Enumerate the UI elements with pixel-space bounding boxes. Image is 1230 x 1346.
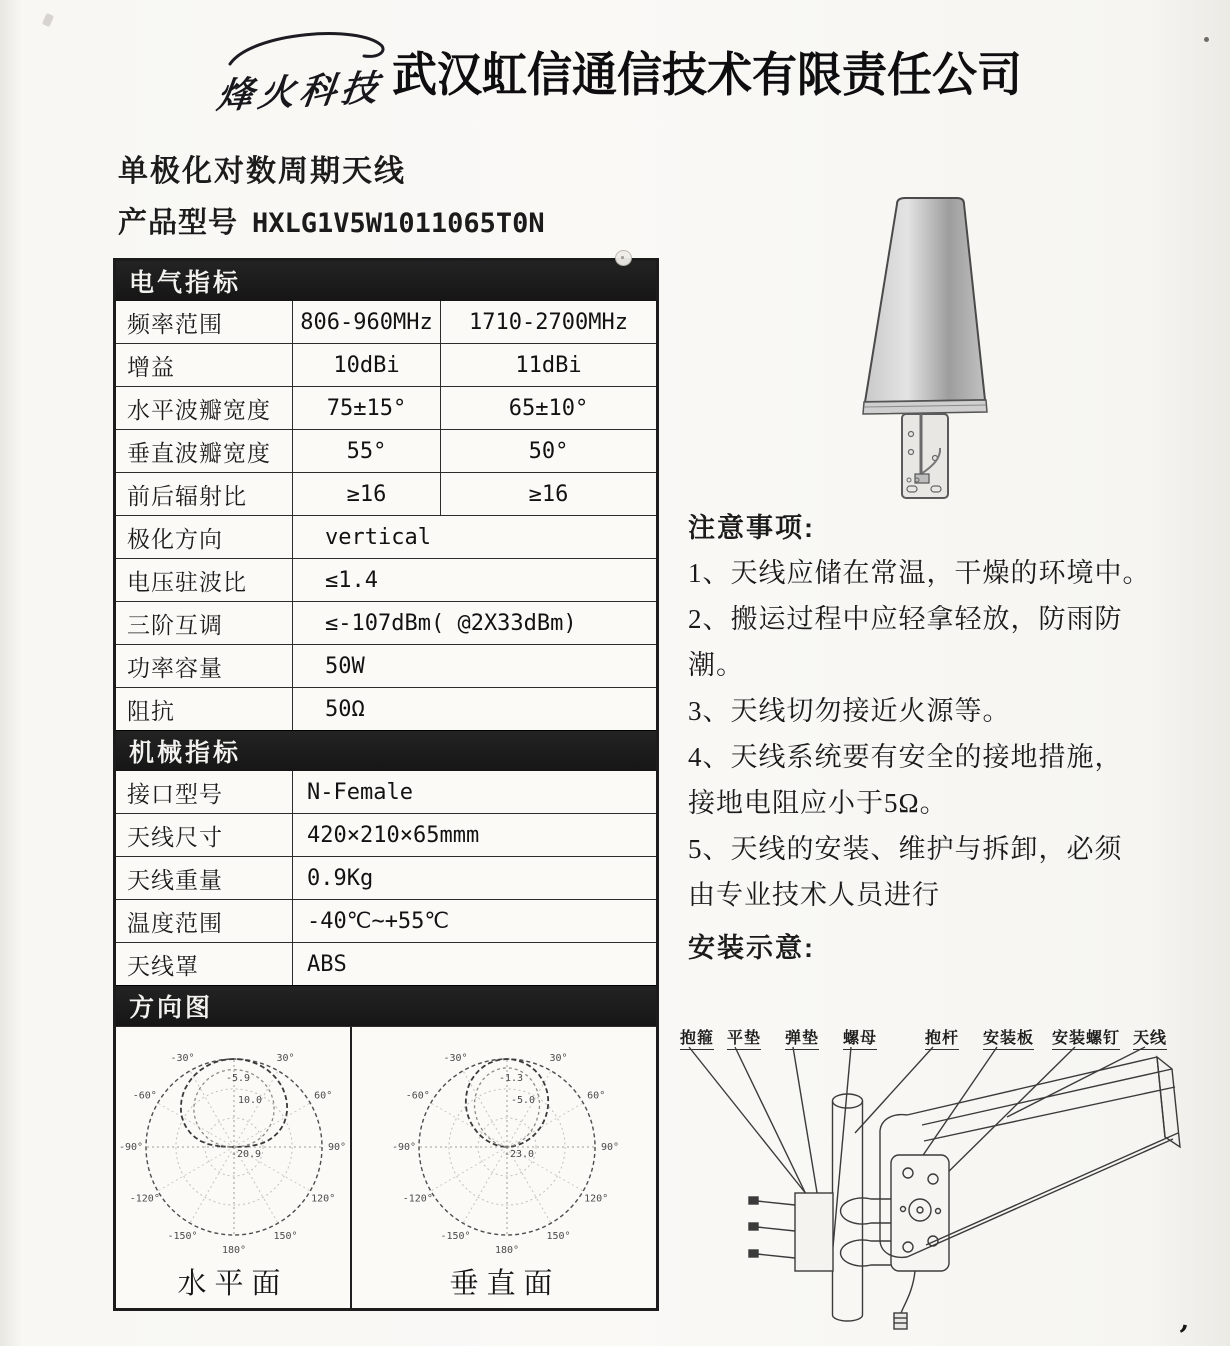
install-part-label: 抱箍 [680, 1025, 714, 1050]
spec-label: 天线罩 [116, 943, 293, 985]
electrical-rows [116, 301, 656, 730]
polar-spoke [507, 1103, 583, 1147]
notes-block [688, 506, 1230, 965]
angle-tick-label: -90° [391, 1142, 417, 1153]
angle-tick-label: 180° [494, 1245, 520, 1256]
scale-label: -5.0 [510, 1095, 536, 1106]
note-line: 2、搬运过程中应轻拿轻放，防雨防 [688, 604, 1123, 634]
spec-value: 0.9Kg [307, 865, 374, 891]
installation-drawing [675, 1015, 1230, 1346]
spec-row [116, 687, 656, 730]
notes-title: 注意事项: [688, 513, 815, 543]
install-part-label: 螺母 [843, 1025, 877, 1050]
angle-tick-label: 120° [584, 1193, 609, 1205]
angle-tick-label: -60° [405, 1090, 430, 1102]
scale-label: -5.9 [225, 1073, 251, 1084]
spec-value: 55° [293, 430, 441, 472]
install-part-label: 安装板 [983, 1025, 1034, 1050]
spec-value: 50° [528, 438, 569, 464]
angle-tick-label: 90° [600, 1142, 620, 1153]
note-line: 5、天线的安装、维护与拆卸，必须 [688, 834, 1123, 864]
spec-value: ≤1.4 [325, 567, 378, 593]
angle-tick-label: -30° [170, 1052, 195, 1064]
spec-row [116, 301, 656, 343]
spec-label: 频率范围 [116, 301, 293, 343]
note-line: 接地电阻应小于5Ω。 [688, 788, 948, 818]
spec-row [116, 558, 656, 601]
horizontal-pattern-cell [116, 1027, 352, 1308]
pattern-area [116, 1026, 656, 1308]
install-part-label: 安装螺钉 [1052, 1025, 1120, 1050]
angle-tick-label: 90° [327, 1142, 347, 1153]
angle-tick-label: -150° [167, 1231, 198, 1243]
company-name: 武汉虹信通信技术有限责任公司 [392, 47, 1023, 102]
spec-value: ≥16 [528, 481, 569, 507]
horizontal-pattern-caption: 水平面 [177, 1268, 289, 1300]
spec-row [116, 429, 656, 472]
spec-label: 水平波瓣宽度 [116, 387, 293, 429]
spec-row [116, 515, 656, 558]
spec-value: -40℃~+55℃ [307, 908, 450, 934]
model-label: 产品型号 [118, 207, 239, 239]
scale-label: 10.0 [237, 1095, 263, 1106]
spec-value: 65±10° [508, 395, 589, 421]
scale-label: -20.9 [230, 1149, 262, 1160]
polar-spoke [158, 1147, 234, 1191]
spec-value: 1710-2700MHz [469, 309, 628, 335]
spec-value: ABS [307, 951, 347, 977]
spec-label: 功率容量 [116, 645, 293, 687]
angle-tick-label: -90° [118, 1142, 144, 1153]
spec-row [116, 644, 656, 687]
scale-label: -23.0 [503, 1149, 535, 1160]
notes-lines [688, 550, 1230, 918]
angle-tick-label: -150° [440, 1231, 471, 1243]
logo-text: 烽火科技 [214, 66, 385, 118]
spec-table [113, 258, 659, 1311]
section-bar-mechanical: 机械指标 [116, 730, 656, 771]
install-title: 安装示意: [688, 933, 815, 963]
spec-value: vertical [325, 524, 431, 550]
spec-label: 天线尺寸 [116, 814, 293, 856]
spec-value: ≤-107dBm( @2X33dBm) [325, 610, 577, 636]
scan-artifact [42, 13, 54, 27]
spec-label: 接口型号 [116, 771, 293, 813]
spec-label: 前后辐射比 [116, 473, 293, 515]
spec-value: 420×210×65mmm [307, 822, 480, 848]
angle-tick-label: -120° [129, 1193, 160, 1205]
angle-tick-label: 150° [273, 1231, 298, 1243]
spec-row [116, 899, 656, 942]
spec-row [116, 601, 656, 644]
model-value: HXLG1V5W1011065T0N [252, 208, 545, 239]
note-line: 由专业技术人员进行 [688, 880, 940, 910]
spec-label: 三阶互调 [116, 602, 293, 644]
spec-label: 温度范围 [116, 900, 293, 942]
scale-label: -1.3 [498, 1073, 524, 1084]
horizontal-pattern-chart [116, 1027, 352, 1259]
install-part-label: 弹垫 [785, 1025, 819, 1050]
spec-row [116, 472, 656, 515]
polar-spoke [431, 1103, 507, 1147]
spec-value: 806-960MHz [293, 301, 441, 343]
spec-value: 75±15° [293, 387, 441, 429]
vertical-pattern-caption: 垂直面 [449, 1268, 561, 1300]
angle-tick-label: -60° [132, 1090, 157, 1102]
spec-row [116, 771, 656, 813]
vertical-pattern-cell [352, 1027, 658, 1308]
spec-label: 电压驻波比 [116, 559, 293, 601]
spec-label: 阻抗 [116, 688, 293, 730]
spec-row [116, 856, 656, 899]
spec-label: 增益 [116, 344, 293, 386]
section-bar-electrical: 电气指标 [116, 261, 656, 301]
antenna-radome [865, 198, 985, 402]
note-line: 潮。 [688, 650, 744, 680]
polar-spoke [431, 1147, 507, 1191]
product-title: 单极化对数周期天线 [118, 155, 406, 188]
mechanical-rows [116, 771, 656, 985]
note-line: 4、天线系统要有安全的接地措施， [688, 742, 1123, 772]
polar-spoke [234, 1103, 310, 1147]
spec-label: 天线重量 [116, 857, 293, 899]
spec-value: 50Ω [325, 696, 365, 722]
angle-tick-label: 60° [314, 1090, 333, 1102]
angle-tick-label: 30° [276, 1052, 295, 1064]
polar-spoke [463, 1147, 507, 1223]
spec-row [116, 386, 656, 429]
spec-row [116, 942, 656, 985]
angle-tick-label: -120° [402, 1193, 433, 1205]
spec-row [116, 813, 656, 856]
install-part-label: 天线 [1133, 1025, 1167, 1050]
spec-value: 10dBi [293, 344, 441, 386]
angle-tick-label: 60° [587, 1090, 606, 1102]
product-model-line [118, 200, 545, 241]
spec-value: 11dBi [515, 352, 582, 378]
polar-spoke [190, 1147, 234, 1223]
angle-tick-label: -30° [443, 1052, 468, 1064]
angle-tick-label: 180° [221, 1245, 247, 1256]
spec-label: 垂直波瓣宽度 [116, 430, 293, 472]
angle-tick-label: 30° [549, 1052, 568, 1064]
note-line: 1、天线应储在常温，干燥的环境中。 [688, 558, 1151, 588]
install-part-label: 抱杆 [925, 1025, 959, 1050]
polar-spoke [158, 1103, 234, 1147]
install-part-label: 平垫 [727, 1025, 761, 1050]
mounting-bracket [902, 414, 948, 498]
installation-diagram [675, 1015, 1230, 1346]
company-logo [212, 26, 402, 118]
spec-value: ≥16 [293, 473, 441, 515]
angle-tick-label: 150° [546, 1231, 571, 1243]
note-line: 3、天线切勿接近火源等。 [688, 696, 1011, 726]
spec-value: 50W [325, 653, 365, 679]
spec-label: 极化方向 [116, 516, 293, 558]
vertical-pattern-chart [352, 1027, 658, 1259]
spec-row [116, 343, 656, 386]
section-bar-pattern: 方向图 [116, 985, 656, 1026]
scan-artifact: , [1178, 1305, 1193, 1337]
angle-tick-label: 120° [311, 1193, 336, 1205]
stamp-mark [615, 250, 632, 266]
product-photo [845, 190, 1035, 515]
spec-value: N-Female [307, 779, 413, 805]
scan-artifact [1204, 37, 1209, 42]
